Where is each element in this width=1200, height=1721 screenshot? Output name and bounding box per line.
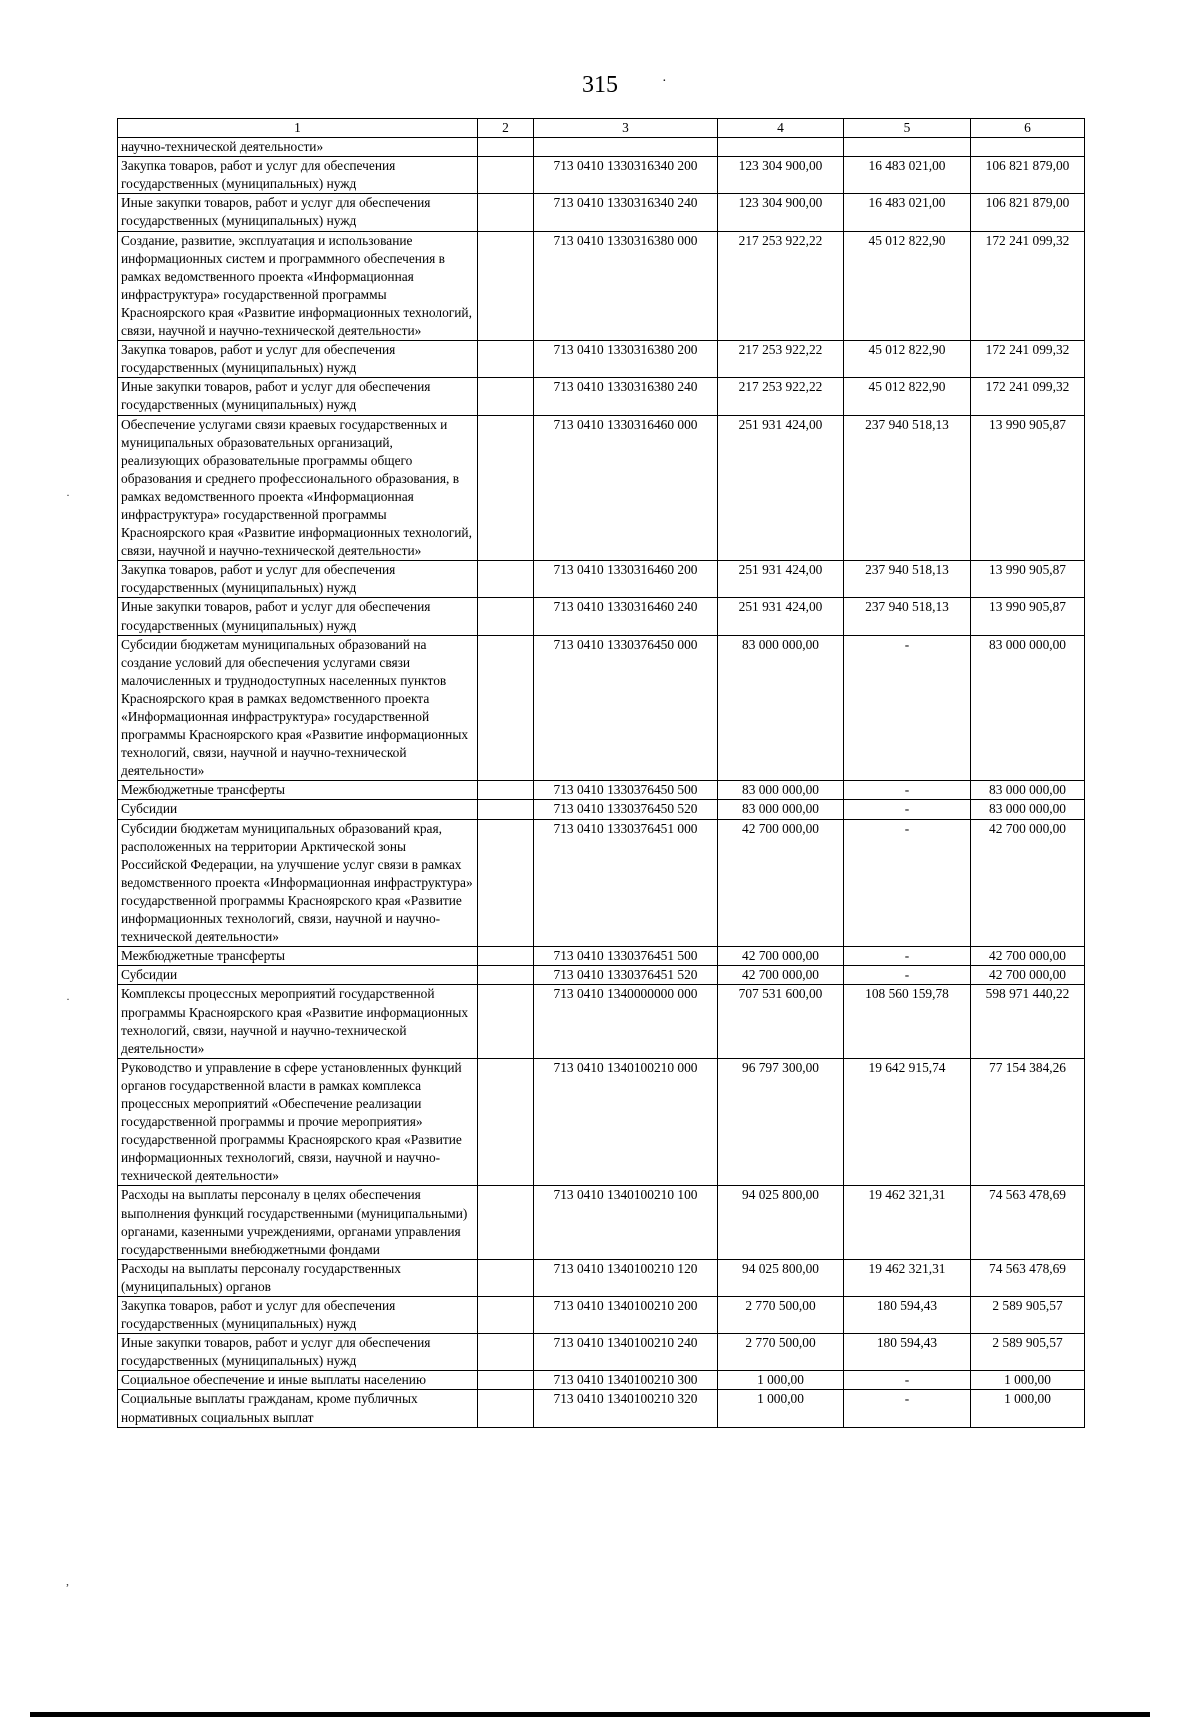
row-code-cell (534, 138, 718, 157)
row-col2-cell (478, 138, 534, 157)
row-remaining-cell: 74 563 478,69 (971, 1259, 1085, 1296)
row-executed-cell: 19 462 321,31 (844, 1259, 971, 1296)
row-executed-cell: 180 594,43 (844, 1297, 971, 1334)
row-name-cell: Субсидии бюджетам муниципальных образований края, расположенных на территории Арктической зоны Российской Федерации, на улучшение услуг связи в рамках ведомственного проекта «Информационная инфраструктура» государственной программы Красноярского края «Развитие информационных технологий, связи, научной и научно-технической деятельности» (118, 819, 478, 947)
table-row (118, 781, 1085, 800)
row-code-cell: 713 0410 1340100210 240 (534, 1334, 718, 1371)
row-approved-cell: 2 770 500,00 (718, 1297, 844, 1334)
table-row (118, 138, 1085, 157)
table-body (118, 138, 1085, 1428)
row-name-cell: Закупка товаров, работ и услуг для обеспечения государственных (муниципальных) нужд (118, 341, 478, 378)
row-approved-cell: 1 000,00 (718, 1371, 844, 1390)
page-number-text: 315 (582, 72, 618, 98)
row-col2-cell (478, 1371, 534, 1390)
row-col2-cell (478, 947, 534, 966)
header-col-1: 1 (118, 119, 478, 138)
row-code-cell: 713 0410 1340100210 300 (534, 1371, 718, 1390)
row-name-cell: Комплексы процессных мероприятий государственной программы Красноярского края «Развитие информационных технологий, связи, научной и научно-технической деятельности» (118, 985, 478, 1058)
row-executed-cell: - (844, 781, 971, 800)
row-executed-cell: - (844, 1371, 971, 1390)
row-col2-cell (478, 781, 534, 800)
row-code-cell: 713 0410 1330316380 200 (534, 341, 718, 378)
header-col-5: 5 (844, 119, 971, 138)
row-code-cell: 713 0410 1330376451 500 (534, 947, 718, 966)
row-approved-cell: 42 700 000,00 (718, 966, 844, 985)
table-row (118, 415, 1085, 561)
row-name-cell: Закупка товаров, работ и услуг для обеспечения государственных (муниципальных) нужд (118, 561, 478, 598)
row-name-cell: Иные закупки товаров, работ и услуг для обеспечения государственных (муниципальных) нужд (118, 378, 478, 415)
row-code-cell: 713 0410 1330376450 520 (534, 800, 718, 819)
row-col2-cell (478, 1259, 534, 1296)
row-name-cell: Обеспечение услугами связи краевых государственных и муниципальных образовательных организаций, реализующих образовательные программы общего образования и среднего профессионального образования, в рамках ведомственного проекта «Информационная инфраструктура» государственной программы Красноярского края «Развитие информационных технологий, связи, научной и научно-технической деятельности» (118, 415, 478, 561)
row-col2-cell (478, 415, 534, 561)
row-remaining-cell: 42 700 000,00 (971, 966, 1085, 985)
row-executed-cell: 237 940 518,13 (844, 561, 971, 598)
row-name-cell: Межбюджетные трансферты (118, 781, 478, 800)
row-executed-cell: 237 940 518,13 (844, 598, 971, 635)
page-number-mark: · (662, 74, 667, 89)
header-col-6: 6 (971, 119, 1085, 138)
table-row (118, 985, 1085, 1058)
row-approved-cell: 83 000 000,00 (718, 800, 844, 819)
row-col2-cell (478, 1297, 534, 1334)
table-row (118, 1186, 1085, 1259)
row-name-cell: Руководство и управление в сфере установленных функций органов государственной власти в рамках комплекса процессных мероприятий «Обеспечение реализации государственной программы и прочие мероприятия» государственной программы Красноярского края «Развитие информационных технологий, связи, научной и научно-технической деятельности» (118, 1058, 478, 1186)
row-col2-cell (478, 341, 534, 378)
row-code-cell: 713 0410 1330316380 240 (534, 378, 718, 415)
row-code-cell: 713 0410 1330316380 000 (534, 231, 718, 341)
row-approved-cell: 96 797 300,00 (718, 1058, 844, 1186)
row-remaining-cell: 77 154 384,26 (971, 1058, 1085, 1186)
row-code-cell: 713 0410 1330376450 500 (534, 781, 718, 800)
table-row (118, 966, 1085, 985)
row-code-cell: 713 0410 1330316460 240 (534, 598, 718, 635)
table-row (118, 1334, 1085, 1371)
row-remaining-cell: 42 700 000,00 (971, 947, 1085, 966)
table-row (118, 598, 1085, 635)
table-row (118, 947, 1085, 966)
row-executed-cell: 108 560 159,78 (844, 985, 971, 1058)
row-approved-cell (718, 138, 844, 157)
table-row (118, 635, 1085, 781)
bottom-rule (30, 1712, 1150, 1717)
row-approved-cell: 251 931 424,00 (718, 561, 844, 598)
row-name-cell: Субсидии (118, 966, 478, 985)
row-col2-cell (478, 561, 534, 598)
row-col2-cell (478, 1390, 534, 1427)
row-name-cell: Расходы на выплаты персоналу государственных (муниципальных) органов (118, 1259, 478, 1296)
row-name-cell: Межбюджетные трансферты (118, 947, 478, 966)
row-name-cell: Социальное обеспечение и иные выплаты населению (118, 1371, 478, 1390)
row-executed-cell: 16 483 021,00 (844, 194, 971, 231)
row-name-cell: Создание, развитие, эксплуатация и использование информационных систем и программного обеспечения в рамках ведомственного проекта «Информационная инфраструктура» государственной программы Красноярского края «Развитие информационных технологий, связи, научной и научно-технической деятельности» (118, 231, 478, 341)
row-remaining-cell: 83 000 000,00 (971, 800, 1085, 819)
row-col2-cell (478, 966, 534, 985)
header-col-3: 3 (534, 119, 718, 138)
row-approved-cell: 42 700 000,00 (718, 819, 844, 947)
row-name-cell: Закупка товаров, работ и услуг для обеспечения государственных (муниципальных) нужд (118, 157, 478, 194)
row-col2-cell (478, 985, 534, 1058)
row-code-cell: 713 0410 1340100210 000 (534, 1058, 718, 1186)
row-remaining-cell: 42 700 000,00 (971, 819, 1085, 947)
row-approved-cell: 83 000 000,00 (718, 781, 844, 800)
row-remaining-cell: 106 821 879,00 (971, 194, 1085, 231)
row-code-cell: 713 0410 1330376451 000 (534, 819, 718, 947)
row-name-cell: Социальные выплаты гражданам, кроме публичных нормативных социальных выплат (118, 1390, 478, 1427)
row-code-cell: 713 0410 1340100210 100 (534, 1186, 718, 1259)
row-remaining-cell: 172 241 099,32 (971, 231, 1085, 341)
row-remaining-cell (971, 138, 1085, 157)
margin-mark: , (66, 1574, 69, 1588)
row-executed-cell: 45 012 822,90 (844, 231, 971, 341)
row-col2-cell (478, 378, 534, 415)
table-row (118, 231, 1085, 341)
row-remaining-cell: 172 241 099,32 (971, 341, 1085, 378)
header-col-2: 2 (478, 119, 534, 138)
row-col2-cell (478, 1058, 534, 1186)
row-remaining-cell: 1 000,00 (971, 1390, 1085, 1427)
row-col2-cell (478, 1186, 534, 1259)
row-remaining-cell: 83 000 000,00 (971, 781, 1085, 800)
row-remaining-cell: 13 990 905,87 (971, 561, 1085, 598)
header-row (118, 119, 1085, 138)
row-executed-cell: 45 012 822,90 (844, 341, 971, 378)
table-row (118, 819, 1085, 947)
row-approved-cell: 94 025 800,00 (718, 1259, 844, 1296)
row-name-cell: научно-технической деятельности» (118, 138, 478, 157)
row-col2-cell (478, 598, 534, 635)
row-executed-cell: - (844, 947, 971, 966)
row-approved-cell: 217 253 922,22 (718, 378, 844, 415)
table-row (118, 800, 1085, 819)
row-code-cell: 713 0410 1330376450 000 (534, 635, 718, 781)
table-row (118, 1390, 1085, 1427)
row-remaining-cell: 13 990 905,87 (971, 415, 1085, 561)
row-name-cell: Субсидии (118, 800, 478, 819)
row-approved-cell: 42 700 000,00 (718, 947, 844, 966)
row-code-cell: 713 0410 1330316340 200 (534, 157, 718, 194)
page-number (0, 72, 1200, 99)
table-row (118, 341, 1085, 378)
row-remaining-cell: 172 241 099,32 (971, 378, 1085, 415)
row-col2-cell (478, 231, 534, 341)
row-remaining-cell: 106 821 879,00 (971, 157, 1085, 194)
budget-table (117, 118, 1085, 1428)
row-remaining-cell: 13 990 905,87 (971, 598, 1085, 635)
table-row (118, 157, 1085, 194)
row-col2-cell (478, 1334, 534, 1371)
row-name-cell: Закупка товаров, работ и услуг для обеспечения государственных (муниципальных) нужд (118, 1297, 478, 1334)
row-approved-cell: 2 770 500,00 (718, 1334, 844, 1371)
row-col2-cell (478, 819, 534, 947)
margin-mark: · (66, 488, 70, 502)
row-executed-cell: 237 940 518,13 (844, 415, 971, 561)
row-approved-cell: 123 304 900,00 (718, 194, 844, 231)
row-approved-cell: 707 531 600,00 (718, 985, 844, 1058)
row-code-cell: 713 0410 1330376451 520 (534, 966, 718, 985)
row-approved-cell: 1 000,00 (718, 1390, 844, 1427)
row-executed-cell: 19 642 915,74 (844, 1058, 971, 1186)
row-remaining-cell: 74 563 478,69 (971, 1186, 1085, 1259)
header-col-4: 4 (718, 119, 844, 138)
row-approved-cell: 251 931 424,00 (718, 598, 844, 635)
row-code-cell: 713 0410 1330316340 240 (534, 194, 718, 231)
row-executed-cell (844, 138, 971, 157)
row-approved-cell: 83 000 000,00 (718, 635, 844, 781)
row-remaining-cell: 83 000 000,00 (971, 635, 1085, 781)
row-remaining-cell: 2 589 905,57 (971, 1334, 1085, 1371)
margin-mark: · (66, 992, 70, 1006)
row-approved-cell: 217 253 922,22 (718, 231, 844, 341)
row-code-cell: 713 0410 1340100210 320 (534, 1390, 718, 1427)
row-executed-cell: 45 012 822,90 (844, 378, 971, 415)
table-row (118, 1058, 1085, 1186)
row-col2-cell (478, 157, 534, 194)
row-code-cell: 713 0410 1340000000 000 (534, 985, 718, 1058)
table-row (118, 194, 1085, 231)
row-col2-cell (478, 194, 534, 231)
table-row (118, 378, 1085, 415)
row-name-cell: Иные закупки товаров, работ и услуг для обеспечения государственных (муниципальных) нужд (118, 1334, 478, 1371)
row-code-cell: 713 0410 1340100210 120 (534, 1259, 718, 1296)
row-executed-cell: 180 594,43 (844, 1334, 971, 1371)
row-name-cell: Иные закупки товаров, работ и услуг для обеспечения государственных (муниципальных) нужд (118, 194, 478, 231)
row-executed-cell: 19 462 321,31 (844, 1186, 971, 1259)
row-code-cell: 713 0410 1330316460 000 (534, 415, 718, 561)
row-approved-cell: 123 304 900,00 (718, 157, 844, 194)
table-row (118, 1371, 1085, 1390)
row-name-cell: Иные закупки товаров, работ и услуг для обеспечения государственных (муниципальных) нужд (118, 598, 478, 635)
row-name-cell: Субсидии бюджетам муниципальных образований на создание условий для обеспечения услугами связи малочисленных и труднодоступных населенных пунктов Красноярского края в рамках ведомственного проекта «Информационная инфраструктура» государственной программы Красноярского края «Развитие информационных технологий, связи, научной и научно-технической деятельности» (118, 635, 478, 781)
table-row (118, 561, 1085, 598)
row-code-cell: 713 0410 1340100210 200 (534, 1297, 718, 1334)
row-executed-cell: - (844, 635, 971, 781)
row-remaining-cell: 1 000,00 (971, 1371, 1085, 1390)
table-row (118, 1259, 1085, 1296)
row-name-cell: Расходы на выплаты персоналу в целях обеспечения выполнения функций государственными (муниципальными) органами, казенными учреждениями, органами управления государственными внебюджетными фондами (118, 1186, 478, 1259)
row-remaining-cell: 2 589 905,57 (971, 1297, 1085, 1334)
row-executed-cell: - (844, 1390, 971, 1427)
row-approved-cell: 251 931 424,00 (718, 415, 844, 561)
row-col2-cell (478, 635, 534, 781)
row-col2-cell (478, 800, 534, 819)
row-approved-cell: 94 025 800,00 (718, 1186, 844, 1259)
row-code-cell: 713 0410 1330316460 200 (534, 561, 718, 598)
row-executed-cell: 16 483 021,00 (844, 157, 971, 194)
row-approved-cell: 217 253 922,22 (718, 341, 844, 378)
row-executed-cell: - (844, 800, 971, 819)
row-executed-cell: - (844, 819, 971, 947)
row-executed-cell: - (844, 966, 971, 985)
table-row (118, 1297, 1085, 1334)
row-remaining-cell: 598 971 440,22 (971, 985, 1085, 1058)
